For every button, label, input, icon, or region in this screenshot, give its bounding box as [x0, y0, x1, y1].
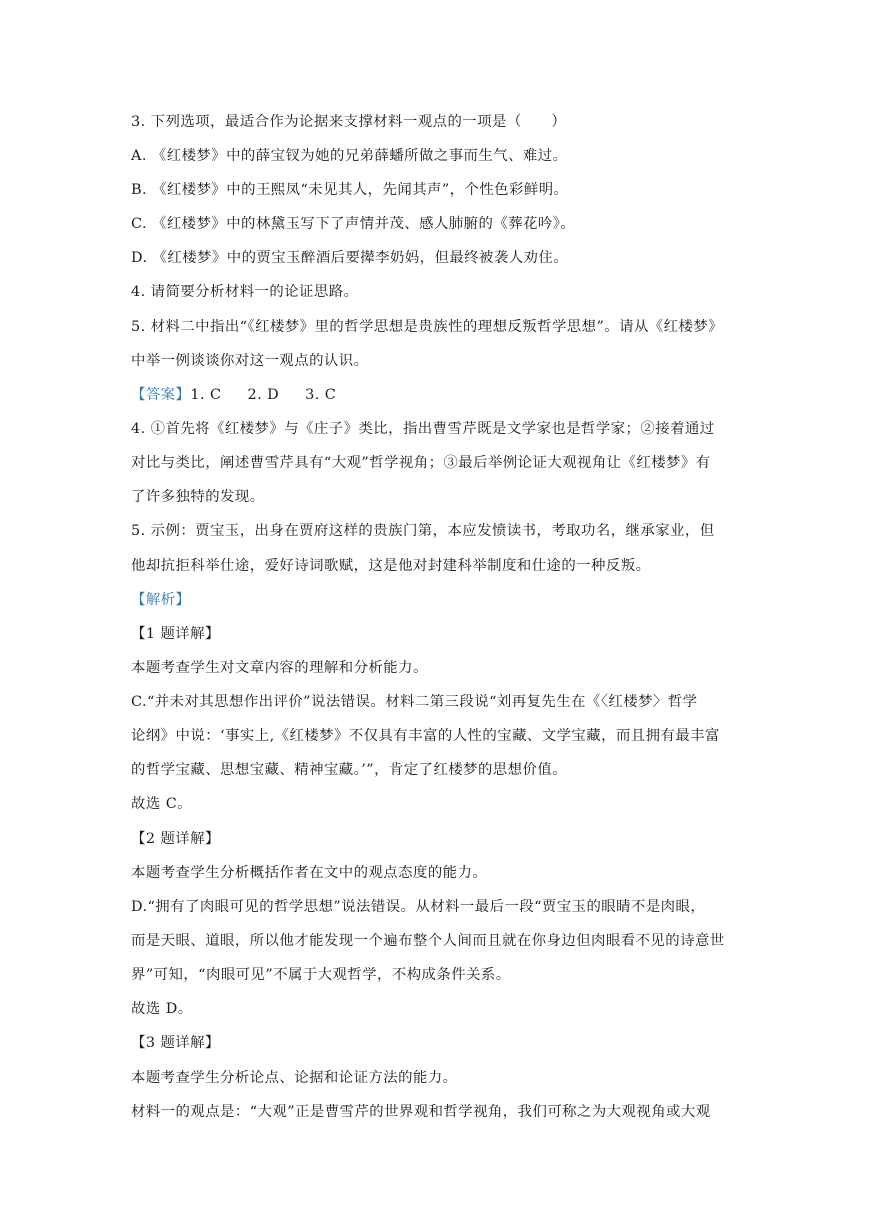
- detail-1-line3: 的哲学宝藏、思想宝藏、精神宝藏。’”，肯定了红楼梦的思想价值。: [131, 762, 568, 778]
- detail-1-line1: C.“并未对其思想作出评价”说法错误。材料二第三段说“刘再复先生在《〈红楼梦〉哲学: [131, 694, 698, 710]
- detail-3-line1: 材料一的观点是：“大观”正是曹雪芹的世界观和哲学视角，我们可称之为大观视角或大观: [131, 1104, 711, 1120]
- detail-2-title: 【2 题详解】: [131, 831, 220, 847]
- q3-option-b: B. 《红楼梦》中的王熙凤“未见其人，先闻其声”，个性色彩鲜明。: [131, 182, 569, 198]
- detail-2-line2: 而是天眼、道眼，所以他才能发现一个遍布整个人间而且就在你身边但肉眼看不见的诗意世: [131, 933, 725, 949]
- answer-summary: [131, 385, 741, 405]
- answer-1: 1. C: [190, 387, 222, 403]
- answer-5-line2: 他却抗拒科举仕途，爱好诗词歌赋，这是他对封建科举制度和仕途的一种反叛。: [131, 558, 651, 574]
- detail-2-line3: 界”可知，“肉眼可见”不属于大观哲学，不构成条件关系。: [131, 967, 511, 983]
- detail-3-intro: 本题考查学生分析论点、论据和论证方法的能力。: [131, 1070, 458, 1086]
- detail-2-line1: D.“拥有了肉眼可见的哲学思想”说法错误。从材料一最后一段“贾宝玉的眼睛不是肉眼，: [131, 899, 706, 915]
- q3-option-d: D. 《红楼梦》中的贾宝玉醉酒后要撵李奶妈，但最终被袭人劝住。: [131, 250, 569, 266]
- answer-2: 2. D: [247, 387, 280, 403]
- answer-3: 3. C: [305, 387, 337, 403]
- q4-stem: 4. 请简要分析材料一的论证思路。: [131, 284, 359, 300]
- answer-4-line3: 了许多独特的发现。: [131, 489, 265, 505]
- q3-option-c: C. 《红楼梦》中的林黛玉写下了声情并茂、感人肺腑的《葬花吟》。: [131, 216, 576, 232]
- answer-5-line1: 5. 示例：贾宝玉，出身在贾府这样的贵族门第，本应发愤读书，考取功名，继承家业，但: [131, 523, 715, 539]
- answer-4-line2: 对比与类比，阐述曹雪芹具有“大观”哲学视角；③最后举例论证大观视角让《红楼梦》有: [131, 455, 711, 471]
- q5-stem-line2: 中举一例谈谈你对这一观点的认识。: [131, 353, 369, 369]
- answer-tag: 【答案】: [131, 387, 191, 403]
- analysis-tag: 【解析】: [131, 592, 191, 608]
- q5-stem-line1: 5. 材料二中指出“《红楼梦》里的哲学思想是贵族性的理想反叛哲学思想”。请从《红楼梦》: [131, 319, 724, 335]
- detail-1-title: 【1 题详解】: [131, 626, 220, 642]
- answer-4-line1: 4. ①首先将《红楼梦》与《庄子》类比，指出曹雪芹既是文学家也是哲学家；②接着通过: [131, 421, 715, 437]
- detail-2-conclusion: 故选 D。: [131, 1001, 193, 1017]
- detail-1-conclusion: 故选 C。: [131, 796, 193, 812]
- q3-stem: 3. 下列选项，最适合作为论据来支撑材料一观点的一项是（ ）: [131, 114, 567, 130]
- q3-option-a: A. 《红楼梦》中的薛宝钗为她的兄弟薛蟠所做之事而生气、难过。: [131, 148, 568, 164]
- detail-1-intro: 本题考查学生对文章内容的理解和分析能力。: [131, 660, 428, 676]
- detail-2-intro: 本题考查学生分析概括作者在文中的观点态度的能力。: [131, 865, 488, 881]
- detail-3-title: 【3 题详解】: [131, 1035, 220, 1051]
- detail-1-line2: 论纲》中说：‘事实上,《红楼梦》不仅具有丰富的人性的宝藏、文学宝藏，而且拥有最丰富: [131, 728, 720, 744]
